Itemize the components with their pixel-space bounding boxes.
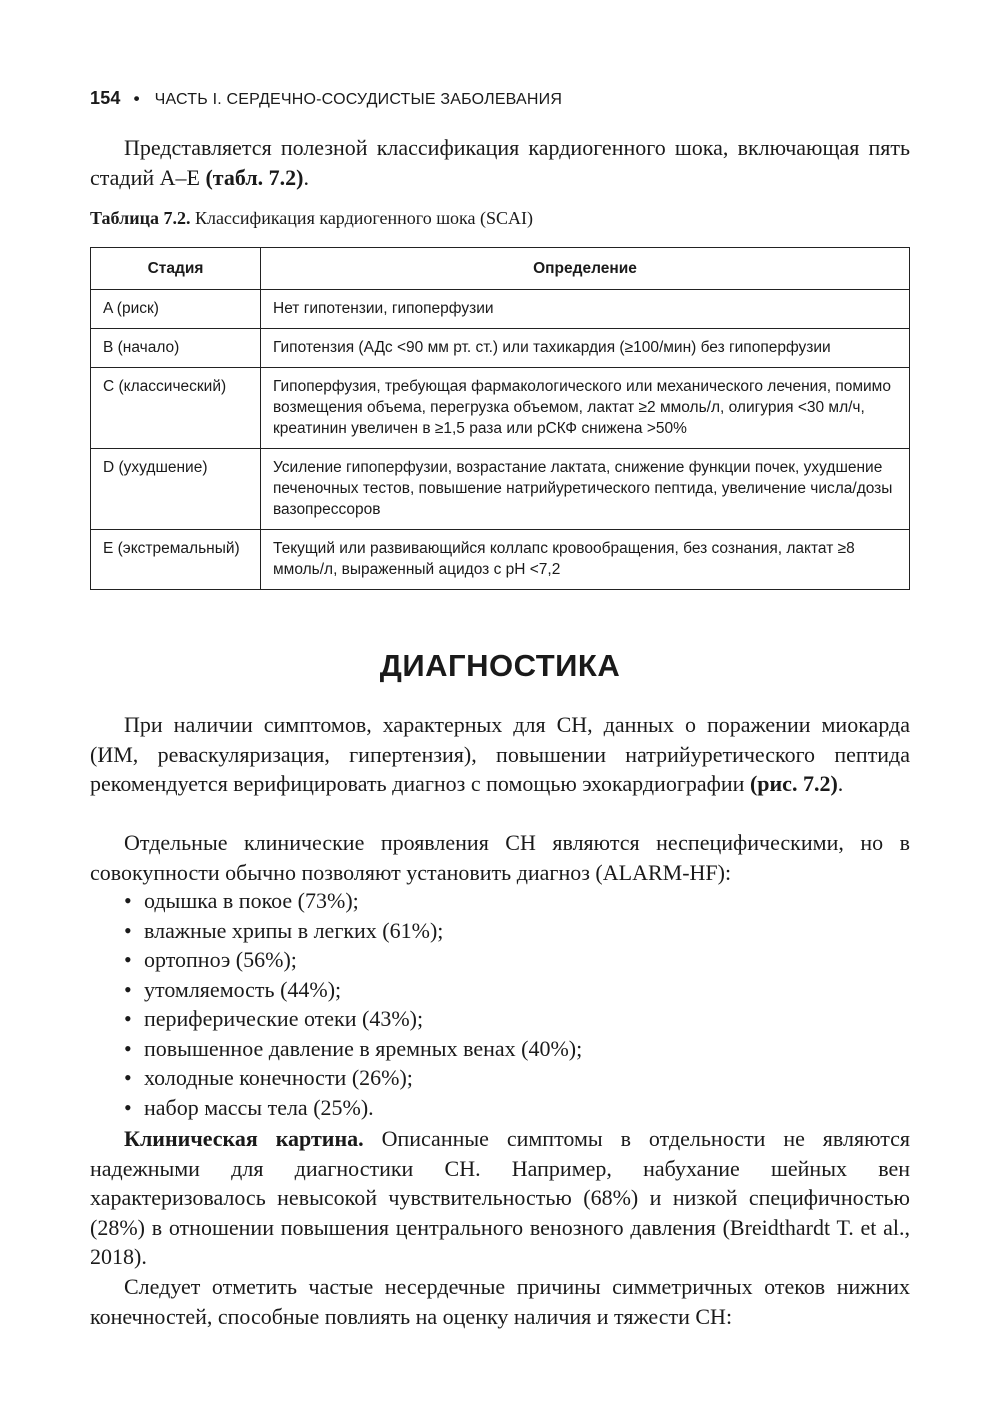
header-bullet: • — [133, 89, 140, 108]
list-item — [124, 1004, 904, 1034]
table-row — [91, 368, 910, 449]
definition-cell: Усиление гипоперфузии, возрастание лактата, снижение функции почек, ухудшение печеночных тестов, повышение натрийуретического пептида, увеличение числа/дозы вазопрессоров — [261, 449, 910, 530]
list-item — [124, 916, 904, 946]
p1-figure-ref: (рис. 7.2) — [749, 771, 838, 796]
stage-cell: B (начало) — [91, 329, 261, 368]
symptom-list — [124, 886, 904, 1122]
table-row — [91, 290, 910, 329]
intro-text: Представляется полезной классификация кардиогенного шока, включающая пять стадий А–Е — [90, 135, 910, 190]
p3-label: Клиническая картина. — [124, 1126, 364, 1151]
part-title: ЧАСТЬ I. СЕРДЕЧНО-СОСУДИСТЫЕ ЗАБОЛЕВАНИЯ — [154, 91, 563, 108]
p1-text: При наличии симптомов, характерных для СН, данных о поражении миокарда (ИМ, реваскуляризация, гипертензия), повышении натрийуретического пептида рекомендуется верифицировать диагноз с помощью эхокардиографии — [90, 712, 910, 796]
definition-cell: Гипоперфузия, требующая фармакологического или механического лечения, помимо возмещения объема, перегрузка объемом, лактат ≥2 ммоль/л, олигурия <30 мл/ч, креатинин увеличен в ≥1,5 раза или рСКФ снижена >50% — [261, 368, 910, 449]
list-item — [124, 945, 904, 975]
bullet-dot: • — [124, 1094, 132, 1120]
list-item-text: периферические отеки (43%); — [144, 1006, 424, 1031]
list-item-text: утомляемость (44%); — [144, 976, 342, 1002]
p3-text: Описанные симптомы в отдельности не являются надежными для диагностики СН. Например, набухание шейных вен характеризовалось невысокой чувствительностью (68%) и низкой специфичностью (28%) в отношении повышения центрального венозного давления (Breidthardt T. et al., 2018). — [90, 1126, 911, 1269]
clinical-picture-paragraph — [90, 1124, 910, 1272]
list-item-text: холодные конечности (26%); — [144, 1065, 413, 1090]
edema-paragraph — [90, 1272, 910, 1331]
definition-cell: Текущий или развивающийся коллапс кровообращения, без сознания, лактат ≥8 ммоль/л, выраженный ацидоз с pH <7,2 — [261, 530, 910, 590]
list-item — [124, 1093, 904, 1123]
intro-paragraph — [90, 133, 910, 192]
table-caption — [90, 208, 910, 229]
bullet-dot: • — [124, 1065, 132, 1090]
diagnosis-paragraph-2 — [90, 828, 910, 887]
list-item — [124, 886, 904, 916]
table-row — [91, 530, 910, 590]
table-caption-label: Таблица 7.2. — [90, 208, 191, 228]
bullet-dot: • — [124, 888, 132, 913]
p4-text: Следует отметить частые несердечные причины симметричных отеков нижних конечностей, способные повлиять на оценку наличия и тяжести СН: — [90, 1274, 910, 1329]
list-item-text: одышка в покое (73%); — [144, 888, 359, 913]
table-header-stage: Стадия — [91, 248, 261, 290]
list-item-text: влажные хрипы в легких (61%); — [144, 917, 444, 943]
intro-table-ref: (табл. 7.2) — [205, 164, 304, 190]
table-row — [91, 329, 910, 368]
table-row — [91, 449, 910, 530]
bullet-dot: • — [124, 1035, 132, 1061]
table-caption-text: Классификация кардиогенного шока (SCAI) — [190, 208, 534, 228]
section-heading: ДИАГНОСТИКА — [379, 648, 621, 683]
p2-text: Отдельные клинические проявления СН являются неспецифическими, но в совокупности обычно позволяют установить диагноз (ALARM-HF): — [90, 830, 910, 885]
list-item-text: набор массы тела (25%). — [144, 1094, 374, 1120]
stage-cell: D (ухудшение) — [91, 449, 261, 530]
table-header-definition: Определение — [261, 248, 910, 290]
table-header-row — [91, 248, 910, 290]
list-item-text: ортопноэ (56%); — [144, 947, 297, 972]
bullet-dot: • — [124, 976, 132, 1002]
stage-cell: E (экстремальный) — [91, 530, 261, 590]
running-head — [90, 88, 912, 109]
list-item-text: повышенное давление в яремных венах (40%); — [144, 1035, 583, 1061]
bullet-dot: • — [124, 947, 132, 972]
bullet-dot: • — [124, 1006, 132, 1031]
list-item — [124, 975, 904, 1005]
definition-cell: Нет гипотензии, гипоперфузии — [261, 290, 910, 329]
stage-cell: C (классический) — [91, 368, 261, 449]
definition-cell: Гипотензия (АДс <90 мм рт. ст.) или тахикардия (≥100/мин) без гипоперфузии — [261, 329, 910, 368]
bullet-dot: • — [124, 917, 132, 943]
list-item — [124, 1034, 904, 1064]
p1-end: . — [837, 771, 844, 796]
scai-classification-table — [90, 247, 910, 590]
page-number: 154 — [90, 88, 121, 108]
stage-cell: A (риск) — [91, 290, 261, 329]
list-item — [124, 1063, 904, 1093]
intro-end: . — [303, 164, 310, 190]
diagnosis-paragraph-1 — [90, 710, 910, 799]
